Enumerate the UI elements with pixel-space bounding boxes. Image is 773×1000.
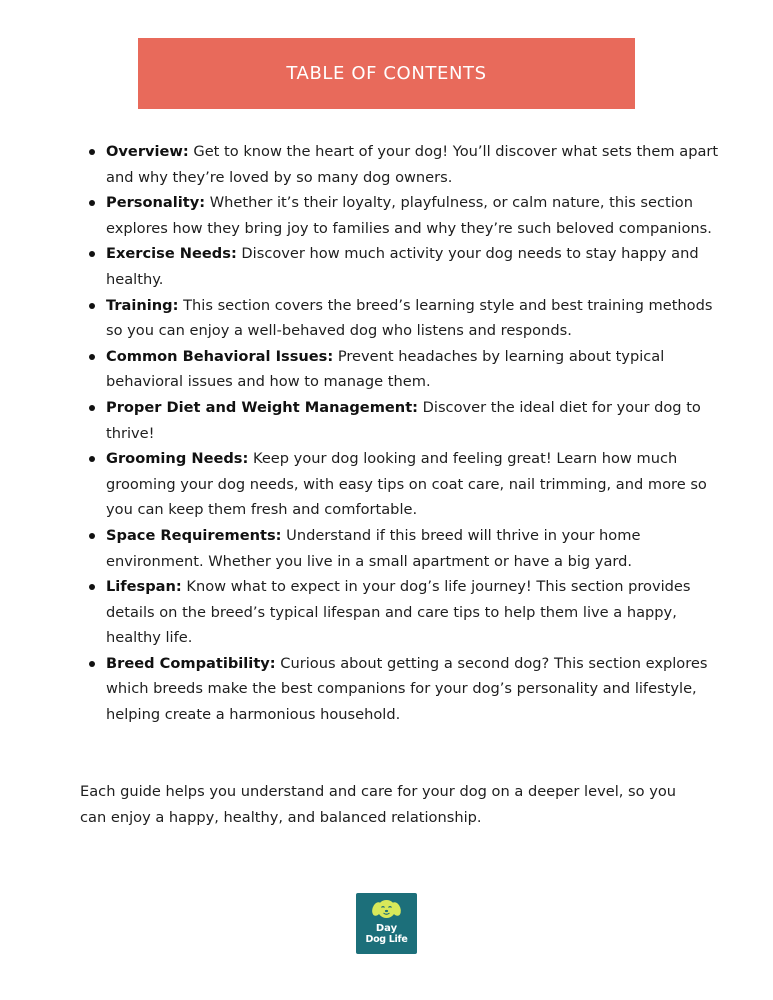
toc-item-grooming (106, 446, 726, 523)
toc-heading: Overview: (106, 143, 189, 160)
toc-heading: Lifespan: (106, 578, 182, 596)
toc-heading: Common Behavioral Issues: (106, 347, 334, 365)
toc-description: Understand if this breed will thrive in your home environment. Whether you live in a small apartment or have a big yard. (106, 526, 641, 570)
toc-description: This section covers the breed’s learning style and best training methods so you can enjoy a well-behaved dog who listens and responds. (106, 296, 713, 340)
logo-text-dog-life: Dog Life (365, 934, 408, 945)
toc-heading: Exercise Needs: (106, 245, 237, 263)
toc-heading: Grooming Needs: (106, 450, 249, 468)
page-title: TABLE OF CONTENTS (286, 63, 487, 84)
toc-heading: Proper Diet and Weight Management: (106, 398, 419, 416)
toc-item-space (106, 523, 726, 574)
title-banner (138, 38, 635, 109)
toc-description: Prevent headaches by learning about typical behavioral issues and how to manage them. (106, 347, 665, 391)
toc-description: Curious about getting a second dog? This section explores which breeds make the best companions for your dog’s personality and lifestyle, helping create a harmonious household. (106, 654, 708, 724)
toc-item-behavioral-issues (106, 344, 726, 395)
closing-paragraph: Each guide helps you understand and care for your dog on a deeper level, so you can enjoy a happy, healthy, and balanced relationship. (80, 783, 677, 826)
logo-text-day: Day (375, 923, 398, 934)
toc-description: Keep your dog looking and feeling great! Learn how much grooming your dog needs, with easy tips on coat care, nail trimming, and more so you can keep them fresh and comfortable. (106, 450, 707, 519)
toc-heading: Breed Compatibility: (106, 654, 276, 672)
toc-heading: Space Requirements: (106, 526, 282, 544)
table-of-contents-list (80, 139, 726, 728)
toc-heading: Training: (106, 296, 179, 314)
day-dog-life-logo (356, 893, 417, 954)
toc-item-personality (106, 190, 726, 241)
toc-item-compatibility (106, 651, 726, 728)
toc-description: Discover the ideal diet for your dog to thrive! (106, 398, 701, 442)
toc-description: Whether it’s their loyalty, playfulness, or calm nature, this section explores how they bring joy to families and why they’re such beloved companions. (106, 194, 712, 237)
toc-description: Know what to expect in your dog’s life journey! This section provides details on the breed’s typical lifespan and care tips to help them live a happy, healthy life. (106, 578, 691, 647)
toc-item-overview (106, 139, 726, 190)
toc-item-exercise-needs (106, 241, 726, 292)
toc-item-training (106, 293, 726, 344)
toc-description: Get to know the heart of your dog! You’ll discover what sets them apart and why they’re loved by so many dog owners. (106, 143, 719, 186)
toc-item-lifespan (106, 574, 726, 651)
toc-description: Discover how much activity your dog needs to stay happy and healthy. (106, 245, 699, 288)
toc-item-diet (106, 395, 726, 446)
toc-heading: Personality: (106, 194, 206, 212)
